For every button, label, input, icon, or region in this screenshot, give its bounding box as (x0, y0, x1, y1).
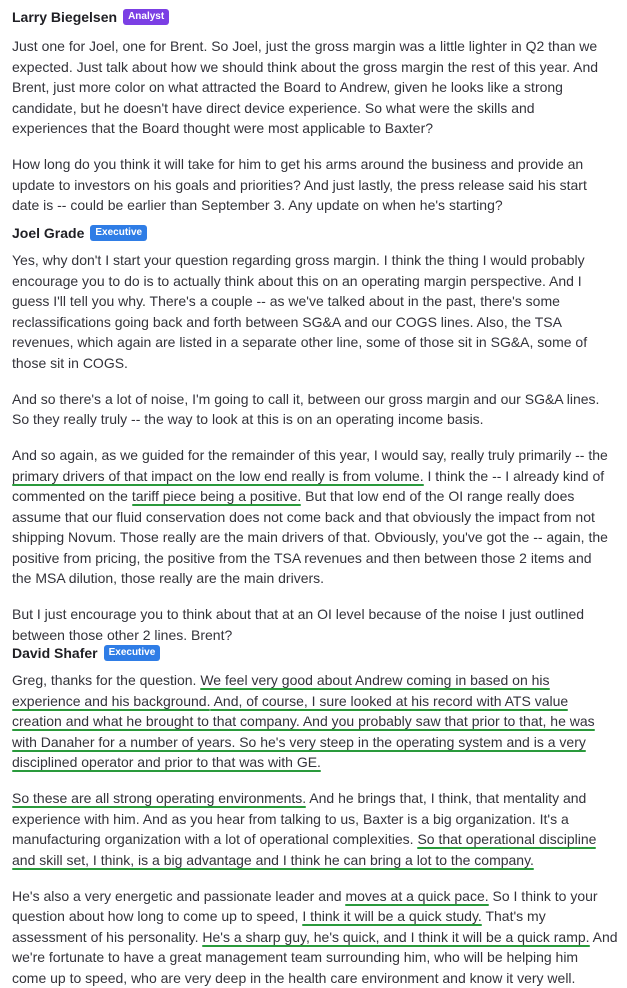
paragraph-line (12, 886, 619, 907)
text-segment: we're fortunate to have a great management team surrounding him, who will be helping him (12, 949, 578, 965)
highlighted-text: So these are all strong operating environments. (12, 790, 306, 806)
paragraph-line (12, 829, 619, 850)
speaker-paragraphs (12, 250, 619, 645)
highlighted-text: moves at a quick pace. (345, 888, 488, 904)
highlighted-text: So that operational discipline (417, 831, 596, 847)
text-segment: question about how long to come up to speed, (12, 908, 302, 924)
speaker-header (12, 642, 619, 664)
paragraph-line (12, 98, 619, 119)
paragraph-line (12, 57, 619, 78)
paragraph-line (12, 947, 619, 968)
paragraph-line (12, 850, 619, 871)
text-segment: candidate, but he doesn't have direct device experience. So what were the skills and (12, 100, 535, 116)
text-segment: those sit in COGS. (12, 355, 128, 371)
text-segment: And so again, as we guided for the remainder of this year, I would say, really truly primarily -- the (12, 447, 608, 463)
paragraph-line (12, 36, 619, 57)
text-segment: the MSA dilution, those really are the main drivers. (12, 570, 324, 586)
paragraph-line (12, 691, 619, 712)
paragraph-line (12, 548, 619, 569)
text-segment: Greg, thanks for the question. (12, 672, 200, 688)
paragraph-line (12, 968, 619, 988)
text-segment: But that low end of the OI range really does (301, 488, 574, 504)
text-segment: Yes, why don't I start your question regarding gross margin. I think the thing I would probably (12, 252, 585, 268)
text-segment: update to investors on his goals and priorities? And just lastly, the press release said his start (12, 177, 587, 193)
text-segment: Brent, just more color on what attracted the Board to Andrew, given he looks like a strong (12, 79, 563, 95)
paragraph-line (12, 670, 619, 691)
highlighted-text: and skill set, I think, is a big advantage and I think he can bring a lot to the company. (12, 852, 534, 868)
highlighted-text: creation and what he brought to that company. And you probably saw that prior to that, he was (12, 713, 595, 729)
paragraph-line (12, 353, 619, 374)
text-segment: revenues, which again are listed in a separate other line, some of those sit in SG&A, some of (12, 334, 587, 350)
text-segment: expected. Just talk about how we should think about the gross margin the rest of this year. And (12, 59, 598, 75)
text-segment: experience with him. And as you hear from talking to us, Baxter is a big organization. It's a (12, 811, 569, 827)
paragraph-line (12, 732, 619, 753)
transcript-paragraph (12, 886, 619, 988)
text-segment: reclassifications going back and forth between SG&A and our COGS lines. Also, the TSA (12, 314, 562, 330)
paragraph-line (12, 752, 619, 773)
highlighted-text: We feel very good about Andrew coming in based on his (200, 672, 549, 688)
text-segment: How long do you think it will take for him to get his arms around the business and provide an (12, 156, 583, 172)
paragraph-line (12, 409, 619, 430)
transcript-paragraph (12, 36, 619, 139)
text-segment: And so there's a lot of noise, I'm going to call it, between our gross margin and our SG&A lines. (12, 391, 599, 407)
transcript-paragraph (12, 445, 619, 589)
text-segment: That's my (482, 908, 546, 924)
speaker-section-joel-grade (12, 222, 619, 645)
text-segment: But I just encourage you to think about that at an OI level because of the noise I just outlined (12, 606, 584, 622)
highlighted-text: He's a sharp guy, he's quick, and I think it will be a quick ramp. (202, 929, 589, 945)
text-segment: Just one for Joel, one for Brent. So Joel, just the gross margin was a little lighter in Q2 than we (12, 38, 597, 54)
highlighted-text: experience and his background. (12, 693, 210, 709)
paragraph-line (12, 486, 619, 507)
paragraph-line (12, 568, 619, 589)
paragraph-line (12, 312, 619, 333)
transcript-paragraph (12, 154, 619, 216)
text-segment: manufacturing organization with a lot of operational complexities. (12, 831, 417, 847)
text-segment: positive from pricing, the positive from the TSA revenues and then between those 2 items and (12, 550, 592, 566)
speaker-name: Larry Biegelsen (12, 9, 117, 25)
paragraph-line (12, 906, 619, 927)
paragraph-line (12, 154, 619, 175)
speaker-header (12, 6, 619, 28)
speaker-section-david-shafer (12, 642, 619, 988)
speaker-section-larry-biegelsen (12, 6, 619, 216)
text-segment: encourage you to do is to actually think about this on an operating margin perspective. And I (12, 273, 582, 289)
text-segment: between those other 2 lines. Brent? (12, 627, 232, 643)
text-segment: shipping Novum. Those really are the main drivers of that. Obviously, you've got the -- again, the (12, 529, 608, 545)
transcript-paragraph (12, 670, 619, 773)
speaker-paragraphs (12, 670, 619, 988)
speaker-name: Joel Grade (12, 225, 84, 241)
highlighted-text: disciplined operator and prior to that was with GE. (12, 754, 321, 770)
highlighted-text: with Danaher for a number of years. So he's very steep in the operating system and is a very (12, 734, 586, 750)
text-segment: date is -- could be earlier than September 3. Any update on when he's starting? (12, 197, 503, 213)
paragraph-line (12, 195, 619, 216)
paragraph-line (12, 250, 619, 271)
speaker-name: David Shafer (12, 645, 98, 661)
paragraph-line (12, 332, 619, 353)
role-badge-analyst: Analyst (123, 9, 169, 25)
paragraph-line (12, 77, 619, 98)
highlighted-text: tariff piece being a positive. (132, 488, 301, 504)
text-segment: So I think to your (489, 888, 598, 904)
paragraph-line (12, 507, 619, 528)
paragraph-line (12, 271, 619, 292)
paragraph-line (12, 389, 619, 410)
role-badge-executive: Executive (104, 645, 161, 661)
paragraph-line (12, 711, 619, 732)
paragraph-line (12, 291, 619, 312)
highlighted-text: And, of course, I sure looked at his record with ATS value (210, 693, 568, 709)
text-segment: assume that our fluid conservation does not come back and that obviously the impact from not (12, 509, 595, 525)
speaker-header (12, 222, 619, 244)
text-segment: commented on the (12, 488, 132, 504)
text-segment: experiences that the Board thought were most applicable to Baxter? (12, 120, 433, 136)
role-badge-executive: Executive (90, 225, 147, 241)
text-segment: And he brings that, I think, that mentality and (306, 790, 586, 806)
transcript-paragraph (12, 250, 619, 373)
paragraph-line (12, 445, 619, 466)
paragraph-line (12, 809, 619, 830)
paragraph-line (12, 466, 619, 487)
text-segment: guess I'll tell you why. There's a couple -- as we've talked about in the past, there's some (12, 293, 560, 309)
text-segment: come up to speed, who are very deep in the health care environment and know it very well. (12, 970, 575, 986)
text-segment: He's also a very energetic and passionate leader and (12, 888, 345, 904)
highlighted-text: I think it will be a quick study. (302, 908, 481, 924)
text-segment: And (590, 929, 618, 945)
text-segment: assessment of his personality. (12, 929, 202, 945)
transcript-paragraph (12, 788, 619, 870)
paragraph-line (12, 604, 619, 625)
speaker-paragraphs (12, 36, 619, 216)
transcript-paragraph (12, 604, 619, 645)
paragraph-line (12, 175, 619, 196)
paragraph-line (12, 788, 619, 809)
paragraph-line (12, 118, 619, 139)
text-segment: So they really truly -- the way to look at this is on an operating income basis. (12, 411, 484, 427)
paragraph-line (12, 527, 619, 548)
text-segment: I think the -- I already kind of (424, 468, 605, 484)
paragraph-line (12, 927, 619, 948)
highlighted-text: primary drivers of that impact on the low end really is from volume. (12, 468, 424, 484)
transcript-paragraph (12, 389, 619, 430)
